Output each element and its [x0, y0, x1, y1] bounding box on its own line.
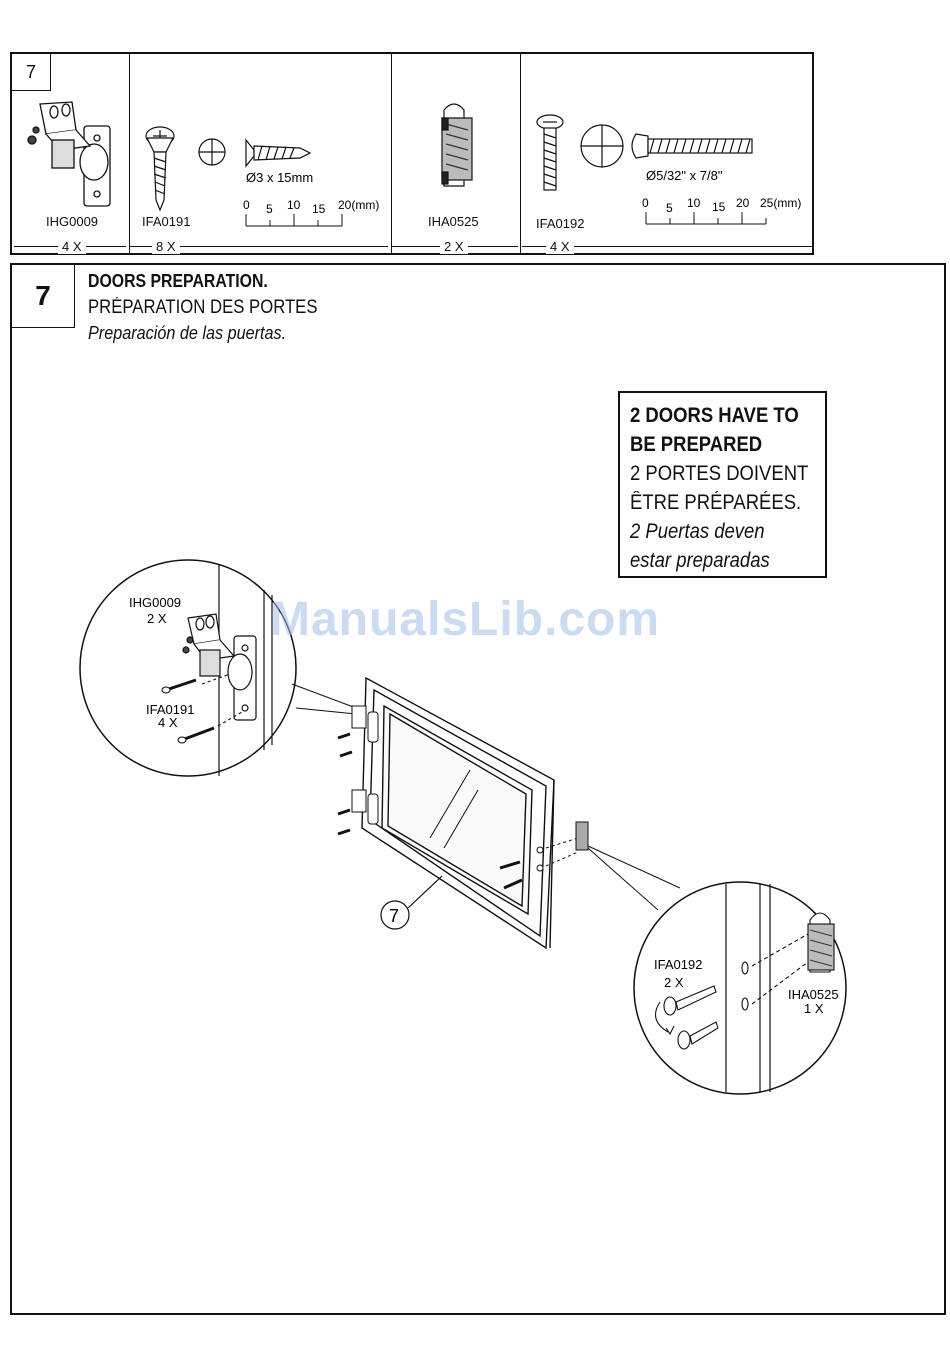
screw-size-label: Ø5/32" x 7/8": [646, 168, 723, 183]
part-qty: 4 X: [58, 239, 86, 254]
step-title-es: Preparación de las puertas.: [88, 323, 287, 343]
part-code: IHG0009: [46, 214, 99, 229]
detail-screw-qty: 4 X: [158, 715, 178, 730]
part-code: IHA0525: [428, 214, 479, 229]
ruler-1-tick: 0: [243, 198, 250, 212]
detail-hinge-code: IHG0009: [129, 595, 182, 610]
ruler-1-tick: 20(mm): [338, 198, 380, 212]
detail-pull-qty: 1 X: [804, 1001, 824, 1016]
step-title-fr: PRÉPARATION DES PORTES: [88, 297, 318, 318]
machine-screw-icon: [656, 986, 719, 1049]
part-qty: 8 X: [152, 239, 180, 254]
note-en-line: 2 DOORS HAVE TO: [630, 404, 799, 427]
part-code: IFA0191: [142, 214, 191, 229]
ruler-1-tick: 10: [287, 198, 301, 212]
step-number: 7: [12, 265, 75, 328]
detail-pull-code: IHA0525: [788, 987, 839, 1002]
note-es-line: 2 Puertas deven: [630, 520, 765, 543]
part-qty: 4 X: [546, 239, 574, 254]
note-fr-line: 2 PORTES DOIVENT: [630, 462, 809, 485]
detail-screw-code: IFA0192: [654, 957, 703, 972]
part-code: IFA0192: [536, 216, 585, 231]
note-es-line: estar preparadas: [630, 549, 770, 572]
screw-size-label: Ø3 x 15mm: [246, 170, 314, 185]
ruler-2-tick: 5: [666, 201, 673, 215]
detail-screw-code: IFA0191: [146, 702, 195, 717]
ruler-2-tick: 25(mm): [760, 196, 802, 210]
ruler-2-tick: 10: [687, 196, 701, 210]
ruler-1-tick: 15: [312, 202, 326, 216]
parts-step-number: 7: [12, 54, 51, 91]
part-qty: 2 X: [440, 239, 468, 254]
detail-screw-qty: 2 X: [664, 975, 684, 990]
note-en-line: BE PREPARED: [630, 433, 763, 456]
ruler-2-tick: 20: [736, 196, 750, 210]
step-title-en: DOORS PREPARATION.: [88, 271, 268, 291]
ruler-1-tick: 5: [266, 202, 273, 216]
note-fr-line: ÊTRE PRÉPARÉES.: [630, 491, 802, 514]
ruler-2-tick: 0: [642, 196, 649, 210]
door-reference-number: 7: [389, 906, 400, 926]
watermark: ManualsLib.com: [270, 593, 661, 646]
detail-hinge-qty: 2 X: [147, 611, 167, 626]
ruler-2-tick: 15: [712, 200, 726, 214]
